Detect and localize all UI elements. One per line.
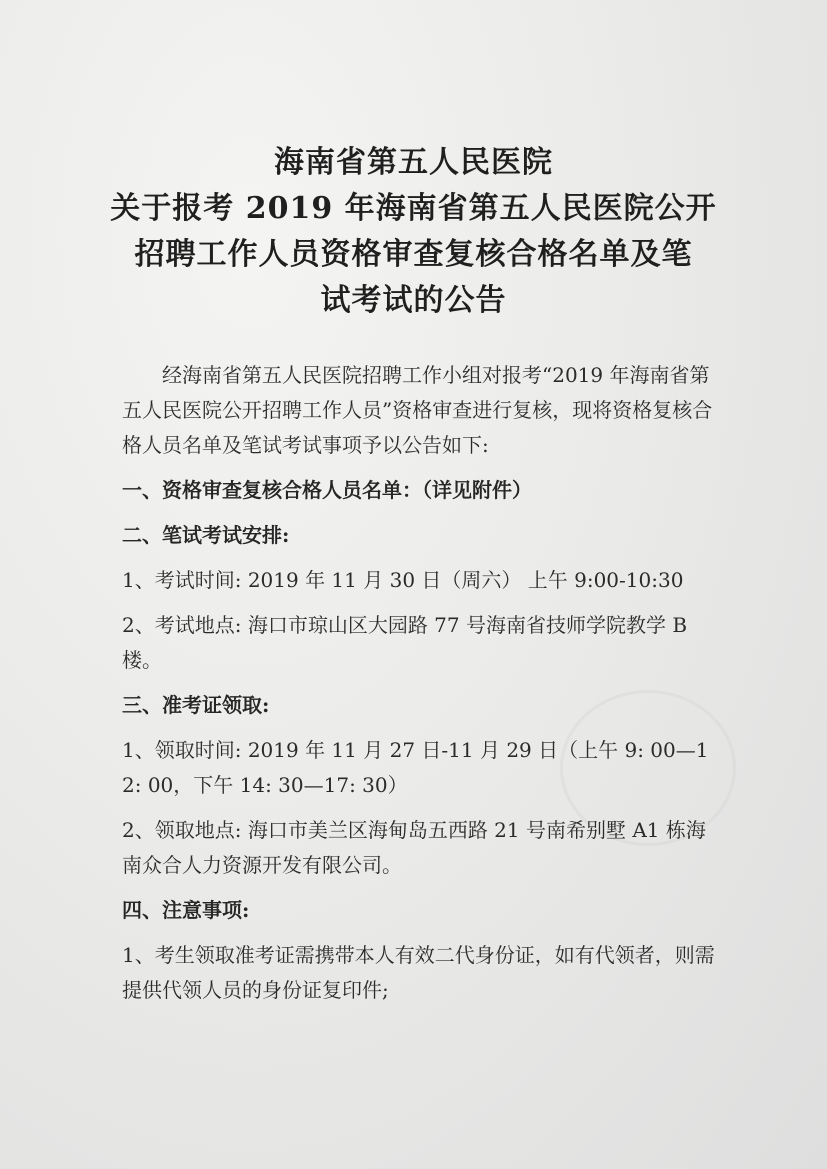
section-2-heading: 二、笔试考试安排: xyxy=(122,523,290,547)
section-3-heading: 三、准考证领取: xyxy=(122,693,270,717)
title-line-1: 海南省第五人民医院 xyxy=(274,145,553,180)
section-1-heading: 一、资格审查复核合格人员名单：（详见附件） xyxy=(122,478,532,502)
announcement-body xyxy=(122,358,722,1018)
ticket-time-item: 1、领取时间: 2019 年 11 月 27 日-11 月 29 日（上午 9: 00—12: 00，下午 14: 30—17: 30） xyxy=(122,738,709,797)
intro-paragraph: 经海南省第五人民医院招聘工作小组对报考“2019 年海南省第五人民医院公开招聘工作人员”资格审查进行复核，现将资格复核合格人员名单及笔试考试事项予以公告如下: xyxy=(122,363,713,457)
announcement-title xyxy=(0,140,827,324)
title-line-2: 关于报考 2019 年海南省第五人民医院公开 xyxy=(110,191,717,226)
exam-location-item: 2、考试地点: 海口市琼山区大园路 77 号海南省技师学院教学 B 楼。 xyxy=(122,613,694,672)
ticket-location-item: 2、领取地点: 海口市美兰区海甸岛五西路 21 号南希别墅 A1 栋海南众合人力资源开发有限公司。 xyxy=(122,818,706,877)
title-line-3: 招聘工作人员资格审查复核合格名单及笔 xyxy=(134,237,693,272)
title-line-4: 试考试的公告 xyxy=(320,283,507,318)
notice-item-1: 1、考生领取准考证需携带本人有效二代身份证，如有代领者，则需提供代领人员的身份证复印件; xyxy=(122,943,715,1002)
exam-time-item: 1、考试时间: 2019 年 11 月 30 日（周六） 上午 9:00-10:30 xyxy=(122,568,684,592)
section-4-heading: 四、注意事项: xyxy=(122,898,250,922)
